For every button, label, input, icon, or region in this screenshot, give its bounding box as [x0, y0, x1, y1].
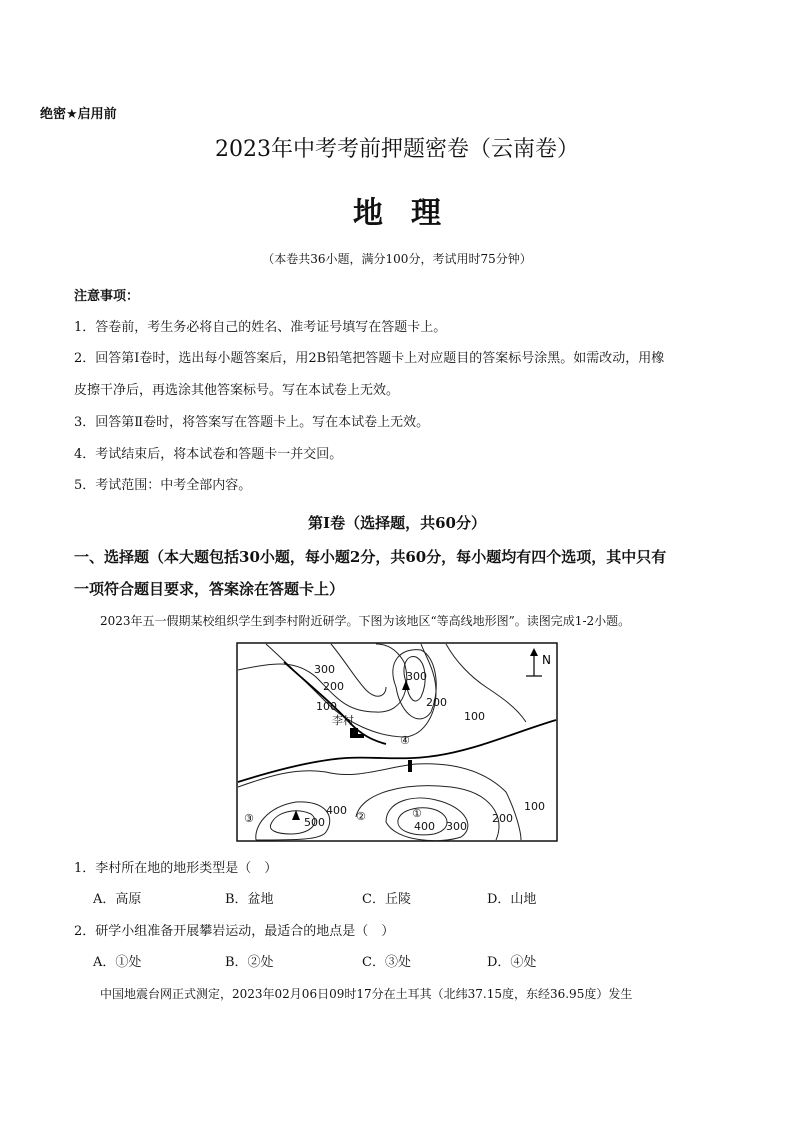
- option-a[interactable]: A．①处: [93, 955, 142, 970]
- section-heading-line1: 一、选择题（本大题包括30小题，每小题2分，共60分，每小题均有四个选项，其中只有: [74, 548, 667, 566]
- contour-label: 300: [406, 670, 427, 683]
- north-label: N: [542, 653, 551, 667]
- contour-label: 200: [492, 812, 513, 825]
- point-label: ①: [412, 807, 422, 820]
- question-stem: 1．李村所在地的地形类型是（ ）: [74, 861, 278, 876]
- option-a[interactable]: A．高原: [93, 892, 142, 907]
- point-label: ③: [244, 812, 254, 825]
- contour-label: 100: [464, 710, 485, 723]
- section-heading-line2: 一项符合题目要求，答案涂在答题卡上）: [74, 580, 345, 598]
- option-c[interactable]: C．③处: [362, 955, 411, 970]
- option-d[interactable]: D．山地: [487, 892, 537, 907]
- notice-item: 3．回答第Ⅱ卷时，将答案写在答题卡上。写在本试卷上无效。: [74, 415, 430, 430]
- notice-item: 皮擦干净后，再选涂其他答案标号。写在本试卷上无效。: [74, 383, 400, 398]
- confidential-mark: 绝密★启用前: [40, 107, 117, 122]
- contour-label: 300: [446, 820, 467, 833]
- contour-label: 300: [314, 663, 335, 676]
- option-b[interactable]: B．盆地: [225, 892, 274, 907]
- notice-item: 4．考试结束后，将本试卷和答题卡一并交回。: [74, 447, 343, 462]
- exam-title: 2023年中考考前押题密卷（云南卷）: [215, 137, 579, 162]
- point-label: ②: [356, 810, 366, 823]
- village-label: 李村: [332, 714, 354, 727]
- notice-item: 1．答卷前，考生务必将自己的姓名、准考证号填写在答题卡上。: [74, 320, 447, 335]
- notice-heading: 注意事项：: [74, 289, 140, 304]
- contour-label: 200: [323, 680, 344, 693]
- contour-label: 500: [304, 816, 325, 829]
- point-label: ④: [400, 734, 410, 747]
- contour-label: 400: [414, 820, 435, 833]
- question-intro: 2023年五一假期某校组织学生到李村附近研学。下图为该地区“等高线地形图”。读图完成1-2小题。: [100, 614, 631, 628]
- option-c[interactable]: C．丘陵: [362, 892, 411, 907]
- contour-label: 200: [426, 696, 447, 709]
- bridge-mark: [408, 760, 412, 772]
- question-stem: 2．研学小组准备开展攀岩运动，最适合的地点是（ ）: [74, 924, 395, 939]
- exam-info: （本卷共36小题，满分100分，考试用时75分钟）: [262, 252, 532, 266]
- contour-label: 100: [316, 700, 337, 713]
- section-title: 第Ⅰ卷（选择题，共60分）: [308, 514, 486, 532]
- next-question-intro: 中国地震台网正式测定，2023年02月06日09时17分在土耳其（北纬37.15度，东经36.95度）发生: [100, 987, 633, 1001]
- notice-item: 5．考试范围：中考全部内容。: [74, 478, 252, 493]
- contour-map: [236, 642, 558, 842]
- contour-label: 100: [524, 800, 545, 813]
- contour-label: 400: [326, 804, 347, 817]
- subject-title: 地理: [353, 196, 469, 231]
- notice-item: 2．回答第Ⅰ卷时，选出每小题答案后，用2B铅笔把答题卡上对应题目的答案标号涂黑。如需改动，用橡: [74, 351, 665, 366]
- option-b[interactable]: B．②处: [225, 955, 274, 970]
- option-d[interactable]: D．④处: [487, 955, 537, 970]
